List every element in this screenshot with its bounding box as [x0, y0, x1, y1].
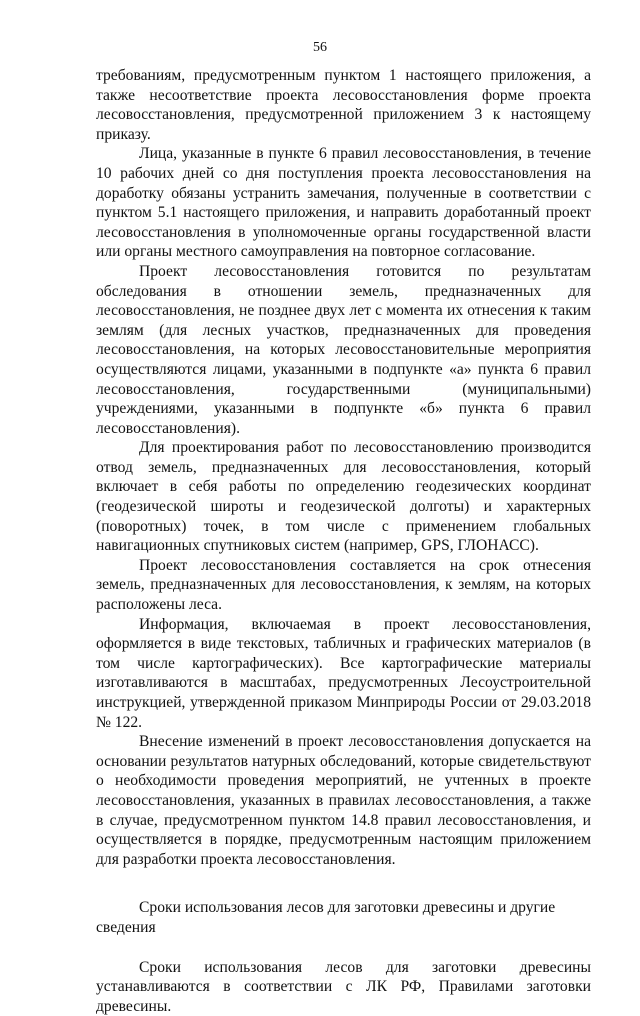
paragraph-project-amendments: Внесение изменений в проект лесовосстановления допускается на основании результатов натурных обследований, которые свидетельствуют о необходимости проведения мероприятий, не учтенных в проекте лесовосстановления, указанных в правилах лесовосстановления, а также в случае, предусмотренном пунктом 14.8 правил лесовосстановления, и осуществляется в порядке, предусмотренным настоящим приложением для разработки проекта лесовосстановления.: [96, 733, 591, 868]
paragraph-revision-deadline: Лица, указанные в пункте 6 правил лесовосстановления, в течение 10 рабочих дней со дня поступления проекта лесовосстановления на доработку обязаны устранить замечания, полученные в соответствии с пунктом 5.1 настоящего приложения, и направить доработанный проект лесовосстановления в уполномоченные органы государственной власти или органы местного самоуправления на повторное согласование.: [96, 145, 591, 261]
paragraph-harvest-terms: Сроки использования лесов для заготовки древесины устанавливаются в соответствии с ЛК РФ, Правилами заготовки древесины.: [96, 958, 591, 1015]
page-number: 56: [313, 40, 327, 55]
paragraph-project-term: Проект лесовосстановления составляется на срок отнесения земель, предназначенных для лесовосстановления, к землям, на которых расположены леса.: [96, 556, 591, 614]
paragraph-project-preparation: Проект лесовосстановления готовится по результатам обследования в отношении земель, предназначенных для лесовосстановления, не позднее двух лет с момента их отнесения к таким землям (для лесных участков, предназначенных для проведения лесовосстановления, на которых лесовосстановительные мероприятия осуществляются лицами, указанными в подпункте «а» пункта 6 правил лесовосстановления, государственными (муниципальными) учреждениями, указанными в подпункте «б» пункта 6 правил лесовосстановления).: [96, 262, 591, 437]
section-heading: Сроки использования лесов для заготовки древесины и другие сведения: [96, 899, 556, 936]
paragraph-continuation: требованиям, предусмотренным пунктом 1 настоящего приложения, а также несоответствие проекта лесовосстановления форме проекта лесовосстановления, предусмотренной приложением 3 к настоящему приказу.: [96, 67, 591, 143]
paragraph-land-allotment: Для проектирования работ по лесовосстановлению производится отвод земель, предназначенных для лесовосстановления, который включает в себя работы по определению геодезических координат (геодезической широты и геодезической долготы) и характерных (поворотных) точек, в том числе с применением глобальных навигационных спутниковых систем (например, GPS, ГЛОНАСС).: [96, 439, 591, 555]
paragraph-project-information: Информация, включаемая в проект лесовосстановления, оформляется в виде текстовых, табличных и графических материалов (в том числе картографических). Все картографические материалы изготавливаются в масштабах, предусмотренных Лесоустроительной инструкцией, утвержденной приказом Минприроды России от 29.03.2018 № 122.: [96, 615, 591, 731]
document-body: [96, 66, 591, 1016]
